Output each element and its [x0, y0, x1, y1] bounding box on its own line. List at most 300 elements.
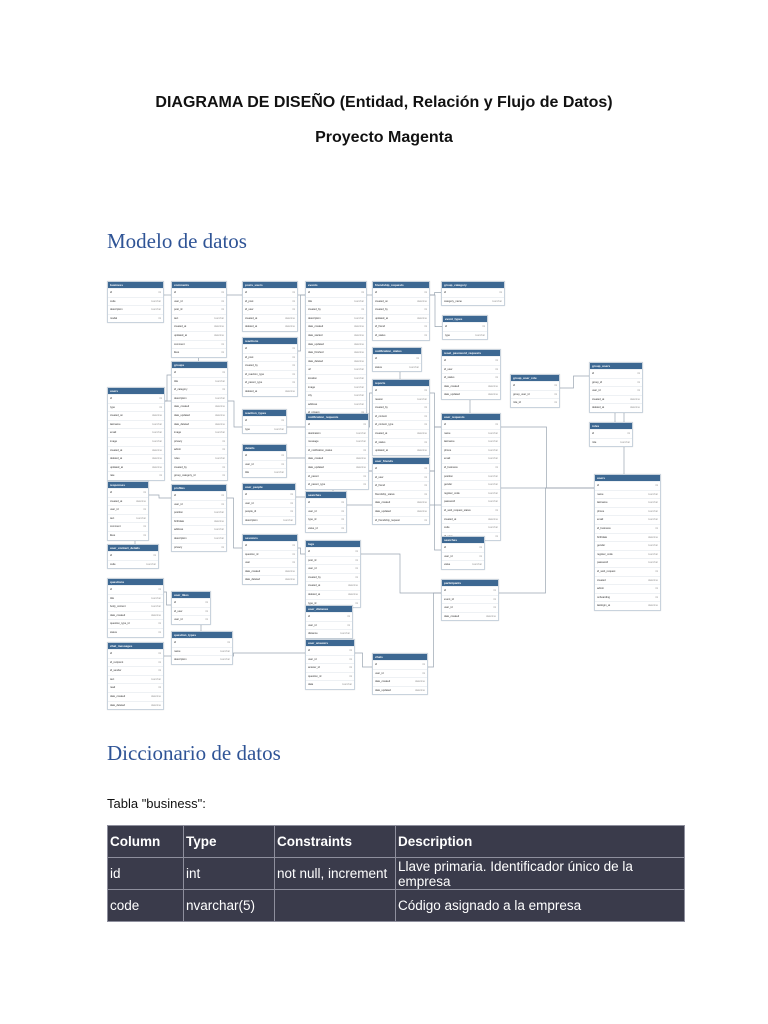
- field-name: id_content_type: [375, 423, 394, 427]
- entity-field: [373, 438, 429, 447]
- field-name: gender: [444, 483, 453, 487]
- entity-field: [108, 505, 148, 514]
- entity-header: reports: [373, 380, 429, 386]
- entity-field: [442, 523, 500, 532]
- entity-field: [306, 507, 346, 516]
- entity-field: [243, 550, 297, 559]
- field-name: created_by: [308, 575, 321, 579]
- table-caption: Tabla "business":: [107, 796, 206, 811]
- entity-field: [108, 585, 163, 594]
- field-type: int: [495, 534, 498, 538]
- field-name: post_id: [174, 308, 183, 312]
- field-type: nvarchar: [341, 683, 352, 687]
- entity-field: [172, 463, 227, 472]
- entity-header: event_types: [443, 316, 487, 322]
- entity-field: [595, 584, 660, 593]
- entity-field: [108, 471, 164, 480]
- field-type: datetime: [151, 703, 161, 707]
- entity-header: user_friends: [373, 458, 429, 464]
- entity-field: [442, 595, 498, 604]
- entity-field: [243, 288, 297, 297]
- field-name: id_user: [245, 308, 254, 312]
- entity-header: users: [595, 475, 660, 481]
- entity-field: [306, 357, 366, 366]
- field-name: id_content: [375, 414, 387, 418]
- field-type: datetime: [152, 448, 162, 452]
- entity-field: [595, 490, 660, 499]
- field-type: nvarchar: [487, 457, 498, 461]
- field-type: int: [221, 545, 224, 549]
- field-type: int: [158, 316, 161, 320]
- field-type: datetime: [648, 604, 658, 608]
- field-type: datetime: [417, 509, 427, 513]
- field-name: title: [174, 379, 179, 383]
- entity-field: [108, 675, 163, 684]
- field-name: id_business: [597, 526, 611, 530]
- entity-header: group_category: [442, 282, 504, 288]
- field-type: int: [341, 509, 344, 513]
- table-cell: Código asignado a la empresa: [396, 890, 685, 922]
- entity-field: [306, 288, 366, 297]
- field-name: description: [174, 658, 187, 662]
- field-type: nvarchar: [214, 456, 225, 460]
- entity-field: [108, 628, 163, 637]
- field-name: description: [308, 316, 321, 320]
- entity-field: [442, 603, 498, 612]
- entity-field: [373, 429, 429, 438]
- entity-field: [172, 647, 232, 656]
- entity-field: [306, 400, 366, 409]
- field-type: nvarchar: [353, 394, 364, 398]
- field-name: updated_at: [110, 465, 123, 469]
- field-type: int: [159, 405, 162, 409]
- entity-field: [442, 288, 504, 297]
- field-type: int: [221, 494, 224, 497]
- field-name: type_id: [308, 518, 317, 522]
- entity-field: [306, 322, 366, 331]
- field-name: text: [110, 677, 115, 681]
- field-type: datetime: [348, 584, 358, 588]
- field-name: user_id: [444, 606, 453, 610]
- field-name: id_sender: [110, 669, 122, 673]
- field-name: id: [308, 550, 311, 553]
- entity-header: friendship_requests: [373, 282, 429, 288]
- field-name: id: [375, 357, 378, 360]
- field-type: nvarchar: [474, 333, 485, 337]
- field-name: id: [375, 467, 378, 470]
- entity-field: [108, 428, 164, 437]
- field-type: int: [424, 333, 427, 337]
- field-name: location: [308, 376, 317, 380]
- field-type: int: [292, 299, 295, 303]
- field-type: int: [281, 462, 284, 466]
- entity-field: [595, 558, 660, 567]
- entity-field: [442, 420, 500, 429]
- field-type: nvarchar: [339, 632, 350, 636]
- entity-field: [306, 446, 368, 455]
- entity-field: [108, 305, 163, 314]
- entity-field: [442, 373, 500, 382]
- field-name: id: [308, 649, 311, 652]
- field-name: date_created: [444, 614, 460, 618]
- entity-field: [172, 288, 226, 297]
- field-type: nvarchar: [487, 448, 498, 452]
- entity-header: user_likes: [172, 592, 210, 598]
- entity-field: [373, 686, 427, 695]
- field-name: deleted_at: [110, 457, 123, 461]
- entity-header: details: [243, 445, 286, 451]
- field-name: id: [445, 325, 448, 328]
- field-type: int: [424, 440, 427, 444]
- field-type: nvarchar: [213, 528, 224, 532]
- field-name: id: [245, 493, 248, 496]
- field-name: email: [597, 518, 604, 522]
- field-type: nvarchar: [487, 440, 498, 444]
- field-type: int: [655, 569, 658, 573]
- entity-field: [172, 385, 227, 394]
- entity-header: group_users: [590, 363, 642, 369]
- entity-questions: [107, 578, 164, 638]
- field-name: position: [444, 474, 453, 478]
- field-name: deleted_at: [308, 592, 321, 596]
- entity-user-requests: [441, 413, 501, 541]
- field-name: id: [444, 589, 447, 592]
- field-type: nvarchar: [487, 474, 498, 478]
- field-name: created_on: [110, 414, 123, 418]
- field-name: date_created: [110, 694, 126, 698]
- field-name: created_at: [110, 499, 123, 503]
- entity-field: [172, 428, 227, 437]
- field-type: nvarchar: [487, 526, 498, 530]
- entity-header: tags: [306, 541, 360, 547]
- entity-sessions: [242, 534, 298, 585]
- section-heading-model: Modelo de datos: [107, 229, 247, 253]
- field-name: date_deleted: [174, 422, 190, 426]
- entity-user-answers: [305, 639, 355, 690]
- table-header-row: [108, 826, 685, 858]
- entity-group-user-role: [510, 374, 560, 408]
- entity-field: [172, 377, 227, 386]
- field-type: nvarchar: [647, 561, 658, 565]
- field-type: datetime: [356, 457, 366, 461]
- entity-field: [595, 601, 660, 610]
- field-name: password: [444, 500, 456, 504]
- field-type: datetime: [285, 578, 295, 582]
- entity-field: [373, 331, 429, 340]
- field-name: title: [110, 596, 115, 600]
- entity-field: [243, 541, 297, 550]
- field-type: int: [341, 526, 344, 530]
- entity-field: [306, 391, 366, 400]
- entity-field: [442, 612, 498, 621]
- entity-field: [306, 429, 368, 438]
- field-type: int: [363, 423, 366, 426]
- entity-roles: [589, 422, 633, 447]
- field-name: password: [597, 561, 609, 565]
- field-name: id: [174, 641, 177, 644]
- entity-field: [442, 497, 500, 506]
- field-name: image: [110, 439, 118, 443]
- entity-field: [443, 331, 487, 340]
- column-header: Column: [108, 826, 184, 858]
- field-type: datetime: [214, 325, 224, 329]
- entity-field: [306, 383, 366, 392]
- field-name: id: [308, 423, 311, 426]
- entity-user-friends: [372, 457, 430, 525]
- field-name: date_updated: [375, 509, 391, 513]
- field-name: date_created: [174, 405, 190, 409]
- field-name: date_deleted: [308, 359, 324, 363]
- field-type: int: [341, 518, 344, 522]
- entity-field: [108, 611, 163, 620]
- field-name: date_updated: [308, 465, 324, 469]
- field-name: group_user_id: [513, 392, 530, 396]
- field-name: id_post: [245, 355, 254, 359]
- entity-header: comments: [172, 282, 226, 288]
- entity-field: [172, 445, 227, 454]
- field-name: status: [375, 365, 382, 369]
- field-type: int: [495, 367, 498, 371]
- entity-header: searches: [442, 537, 484, 543]
- field-name: id: [597, 484, 600, 487]
- entity-field: [442, 480, 500, 489]
- entity-field: [373, 669, 427, 678]
- field-name: position: [174, 511, 183, 515]
- entity-field: [442, 560, 484, 569]
- field-type: nvarchar: [647, 501, 658, 505]
- entity-header: roles: [590, 423, 632, 429]
- field-type: datetime: [417, 431, 427, 435]
- field-type: nvarchar: [487, 500, 498, 504]
- field-name: id_business: [444, 465, 458, 469]
- entity-field: [595, 524, 660, 533]
- entity-field: [108, 454, 164, 463]
- entity-header: question_types: [172, 632, 232, 638]
- entity-field: [373, 498, 429, 507]
- entity-field: [243, 460, 286, 469]
- field-name: code: [110, 299, 116, 303]
- entity-field: [243, 322, 297, 331]
- entity-field: [306, 646, 354, 655]
- field-name: type: [245, 427, 250, 431]
- entity-participants: [441, 579, 499, 621]
- field-type: int: [355, 550, 358, 553]
- field-type: int: [482, 325, 485, 328]
- entity-field: [172, 638, 232, 647]
- entity-field: [108, 411, 164, 420]
- field-type: int: [363, 474, 366, 478]
- entity-header: notification_requests: [306, 414, 368, 420]
- entity-header: events: [306, 282, 366, 288]
- field-name: id_friend: [375, 325, 385, 329]
- field-name: user_id: [375, 671, 384, 675]
- field-name: date_deleted: [110, 703, 126, 707]
- entity-field: [243, 378, 297, 387]
- entity-field: [306, 365, 366, 374]
- field-type: int: [159, 397, 162, 400]
- field-name: comment: [110, 525, 121, 529]
- entity-field: [373, 288, 429, 297]
- entity-field: [108, 692, 163, 701]
- entity-field: [108, 297, 163, 306]
- field-type: nvarchar: [355, 431, 366, 435]
- field-type: int: [554, 384, 557, 387]
- entity-field: [108, 560, 158, 569]
- entity-field: [108, 497, 148, 506]
- field-type: nvarchar: [219, 658, 230, 662]
- field-name: date_updated: [174, 413, 190, 417]
- field-name: created_at: [110, 448, 123, 452]
- entity-field: [595, 515, 660, 524]
- entity-field: [373, 297, 429, 306]
- field-name: id_user: [174, 609, 183, 613]
- entity-reaction-types: [242, 409, 287, 434]
- field-type: datetime: [215, 413, 225, 417]
- field-name: name: [174, 649, 181, 653]
- field-type: datetime: [354, 359, 364, 363]
- field-type: datetime: [354, 351, 364, 355]
- entity-question-types: [171, 631, 233, 665]
- relationship-line: [558, 376, 589, 388]
- field-type: int: [495, 376, 498, 380]
- field-name: question_type_id: [110, 622, 130, 626]
- field-type: int: [221, 291, 224, 294]
- field-type: int: [349, 649, 352, 652]
- field-name: user_id: [245, 462, 254, 466]
- field-name: id: [174, 601, 177, 604]
- entity-field: [373, 305, 429, 314]
- field-name: privacy: [174, 545, 183, 549]
- field-name: register_code: [444, 491, 460, 495]
- field-type: int: [349, 657, 352, 661]
- field-type: int: [292, 552, 295, 556]
- field-type: int: [424, 406, 427, 410]
- field-name: id_friend: [375, 484, 385, 488]
- field-name: value_id: [308, 526, 318, 530]
- entity-header: user_answers: [306, 640, 354, 646]
- field-type: nvarchar: [416, 397, 427, 401]
- field-name: id: [110, 397, 113, 400]
- field-type: int: [361, 308, 364, 312]
- entity-header: searches: [306, 492, 346, 498]
- field-name: date_created: [375, 680, 391, 684]
- entity-field: [172, 615, 210, 624]
- entity-field: [595, 567, 660, 576]
- field-name: id: [110, 491, 113, 494]
- field-type: datetime: [648, 578, 658, 582]
- field-name: reason: [375, 397, 383, 401]
- field-type: nvarchar: [647, 492, 658, 496]
- field-type: int: [158, 669, 161, 673]
- entity-header: posts_users: [243, 282, 297, 288]
- entity-field: [172, 437, 227, 446]
- entity-chat-messages: [107, 642, 164, 710]
- entity-field: [108, 683, 163, 692]
- entity-field: [108, 437, 164, 446]
- field-name: id: [444, 359, 447, 362]
- entity-users: [594, 474, 661, 611]
- field-type: int: [222, 388, 225, 392]
- field-type: int: [143, 533, 146, 537]
- field-type: nvarchar: [647, 544, 658, 548]
- field-name: deleted_at: [245, 389, 258, 393]
- field-type: int: [227, 641, 230, 644]
- entity-field: [108, 666, 163, 675]
- field-type: int: [159, 474, 162, 478]
- field-type: int: [221, 342, 224, 346]
- field-type: nvarchar: [150, 308, 161, 312]
- entity-header: business: [108, 282, 163, 288]
- entity-field: [595, 593, 660, 602]
- field-name: comment: [174, 342, 185, 346]
- field-name: created_at: [308, 584, 321, 588]
- field-name: name: [444, 431, 451, 435]
- field-name: name: [597, 492, 604, 496]
- field-name: onboarding: [597, 595, 610, 599]
- entity-field: [172, 607, 210, 616]
- entity-field: [172, 305, 226, 314]
- entity-field: [172, 402, 227, 411]
- field-name: date_created: [308, 457, 324, 461]
- entity-field: [108, 403, 164, 412]
- field-type: datetime: [356, 465, 366, 469]
- field-type: nvarchar: [151, 431, 162, 435]
- field-type: nvarchar: [219, 649, 230, 653]
- field-type: nvarchar: [353, 385, 364, 389]
- field-type: int: [205, 609, 208, 613]
- field-name: code: [444, 526, 450, 530]
- field-type: datetime: [488, 393, 498, 397]
- field-name: birthdate: [597, 535, 608, 539]
- field-name: user: [245, 561, 251, 565]
- field-name: id: [308, 615, 311, 618]
- field-type: int: [281, 454, 284, 457]
- field-name: group_id: [592, 380, 603, 384]
- field-name: created_by: [308, 308, 321, 312]
- field-type: nvarchar: [213, 511, 224, 515]
- entity-field: [511, 398, 559, 407]
- field-name: rules: [174, 456, 180, 460]
- entity-field: [442, 543, 484, 552]
- field-name: people_id: [245, 510, 257, 514]
- field-type: int: [347, 615, 350, 618]
- field-type: datetime: [648, 535, 658, 539]
- entity-field: [373, 473, 429, 482]
- field-type: int: [422, 671, 425, 675]
- field-type: nvarchar: [353, 299, 364, 303]
- field-name: id: [245, 454, 248, 457]
- field-type: nvarchar: [151, 439, 162, 443]
- relationship-line: [353, 653, 372, 667]
- field-name: body_content: [110, 605, 126, 609]
- entity-field: [243, 516, 295, 525]
- field-name: read: [110, 686, 116, 690]
- field-name: id: [174, 291, 177, 294]
- field-type: int: [637, 372, 640, 375]
- field-name: id_status: [444, 376, 455, 380]
- field-type: datetime: [152, 414, 162, 418]
- field-name: id_friendship_request: [375, 518, 400, 522]
- field-name: url: [308, 368, 311, 372]
- field-name: description: [110, 308, 123, 312]
- field-type: int: [347, 623, 350, 627]
- document-title: DIAGRAMA DE DISEÑO (Entidad, Relación y Flujo de Datos): [155, 94, 613, 111]
- field-name: title: [245, 471, 250, 475]
- entity-friendship-requests: [372, 281, 430, 341]
- entity-groups: [171, 361, 228, 481]
- field-type: int: [143, 491, 146, 494]
- entity-header: questions: [108, 579, 163, 585]
